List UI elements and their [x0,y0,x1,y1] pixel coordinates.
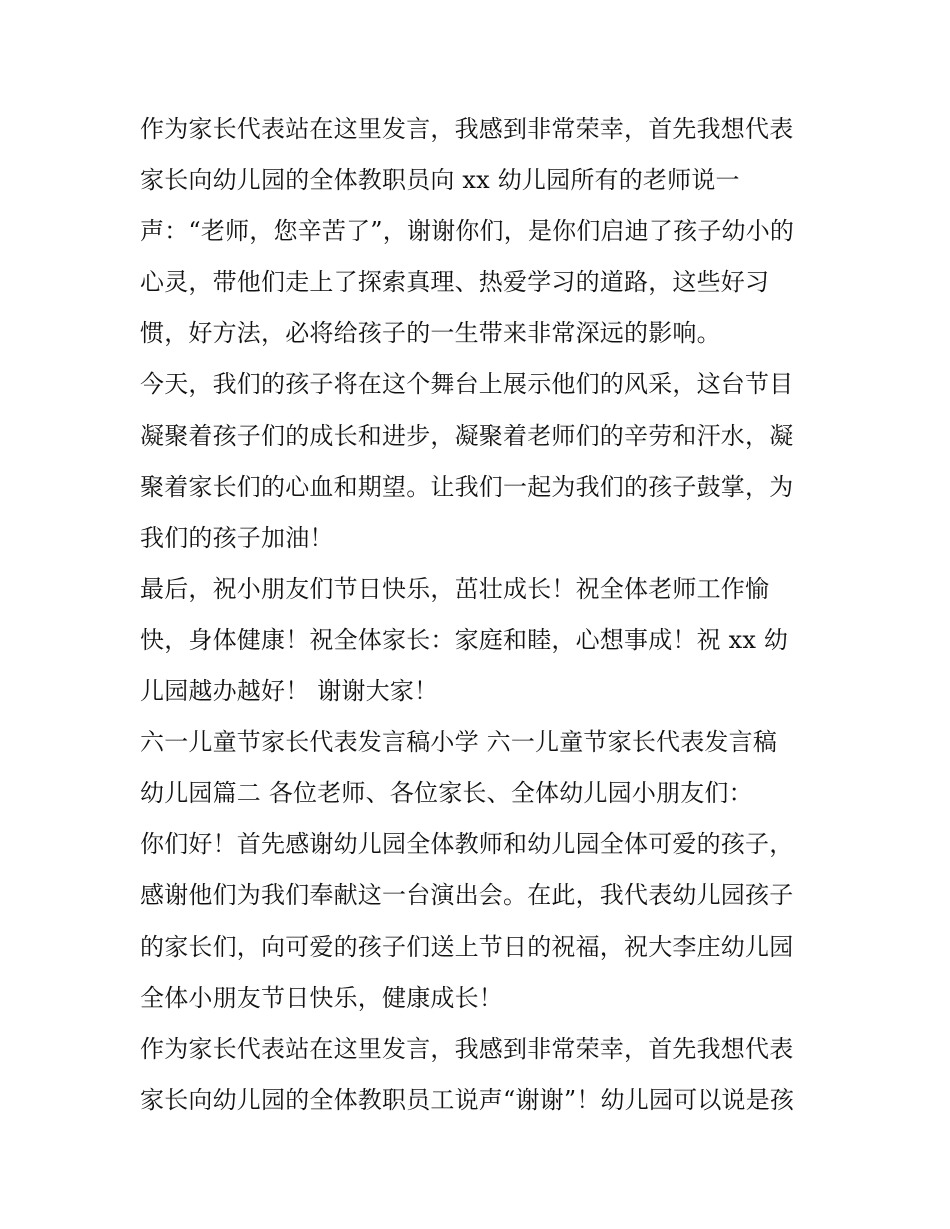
text-line: 惯，好方法，必将给孩子的一生带来非常深远的影响。 [140,319,721,348]
text-line: 凝聚着孩子们的成长和进步，凝聚着老师们的辛劳和汗水，凝 [140,421,794,450]
text-line: 今天，我们的孩子将在这个舞台上展示他们的风采，这台节目 [140,370,794,399]
text-line: 声：“老师，您辛苦了”，谢谢你们，是你们启迪了孩子幼小的 [140,217,795,246]
text-line: 幼儿园篇二 各位老师、各位家长、全体幼儿园小朋友们： [140,779,753,808]
document-body [140,104,830,1126]
text-line: 作为家长代表站在这里发言，我感到非常荣幸，首先我想代表 [140,115,794,143]
text-line: 六一儿童节家长代表发言稿小学 六一儿童节家长代表发言稿 [140,728,778,757]
text-line: 作为家长代表站在这里发言，我感到非常荣幸，首先我想代表 [140,1034,794,1063]
text-line: 全体小朋友节日快乐，健康成长！ [140,983,503,1012]
text-line: 心灵，带他们走上了探索真理、热爱学习的道路，这些好习 [140,268,770,297]
text-line: 感谢他们为我们奉献这一台演出会。在此，我代表幼儿园孩子 [140,881,794,910]
text-line: 你们好！首先感谢幼儿园全体教师和幼儿园全体可爱的孩子， [140,830,794,859]
text-line: 快，身体健康！祝全体家长：家庭和睦，心想事成！祝 xx 幼 [140,625,789,654]
text-line: 最后，祝小朋友们节日快乐，茁壮成长！祝全体老师工作愉 [140,574,770,603]
text-line: 家长向幼儿园的全体教职员工说声“谢谢”！幼儿园可以说是孩 [140,1085,795,1114]
text-line: 的家长们，向可爱的孩子们送上节日的祝福，祝大李庄幼儿园 [140,932,794,961]
text-line: 家长向幼儿园的全体教职员向 xx 幼儿园所有的老师说一 [140,166,740,195]
text-line: 我们的孩子加油！ [140,523,334,552]
text-line: 儿园越办越好！ 谢谢大家！ [140,677,439,706]
text-line: 聚着家长们的心血和期望。让我们一起为我们的孩子鼓掌，为 [140,472,794,501]
